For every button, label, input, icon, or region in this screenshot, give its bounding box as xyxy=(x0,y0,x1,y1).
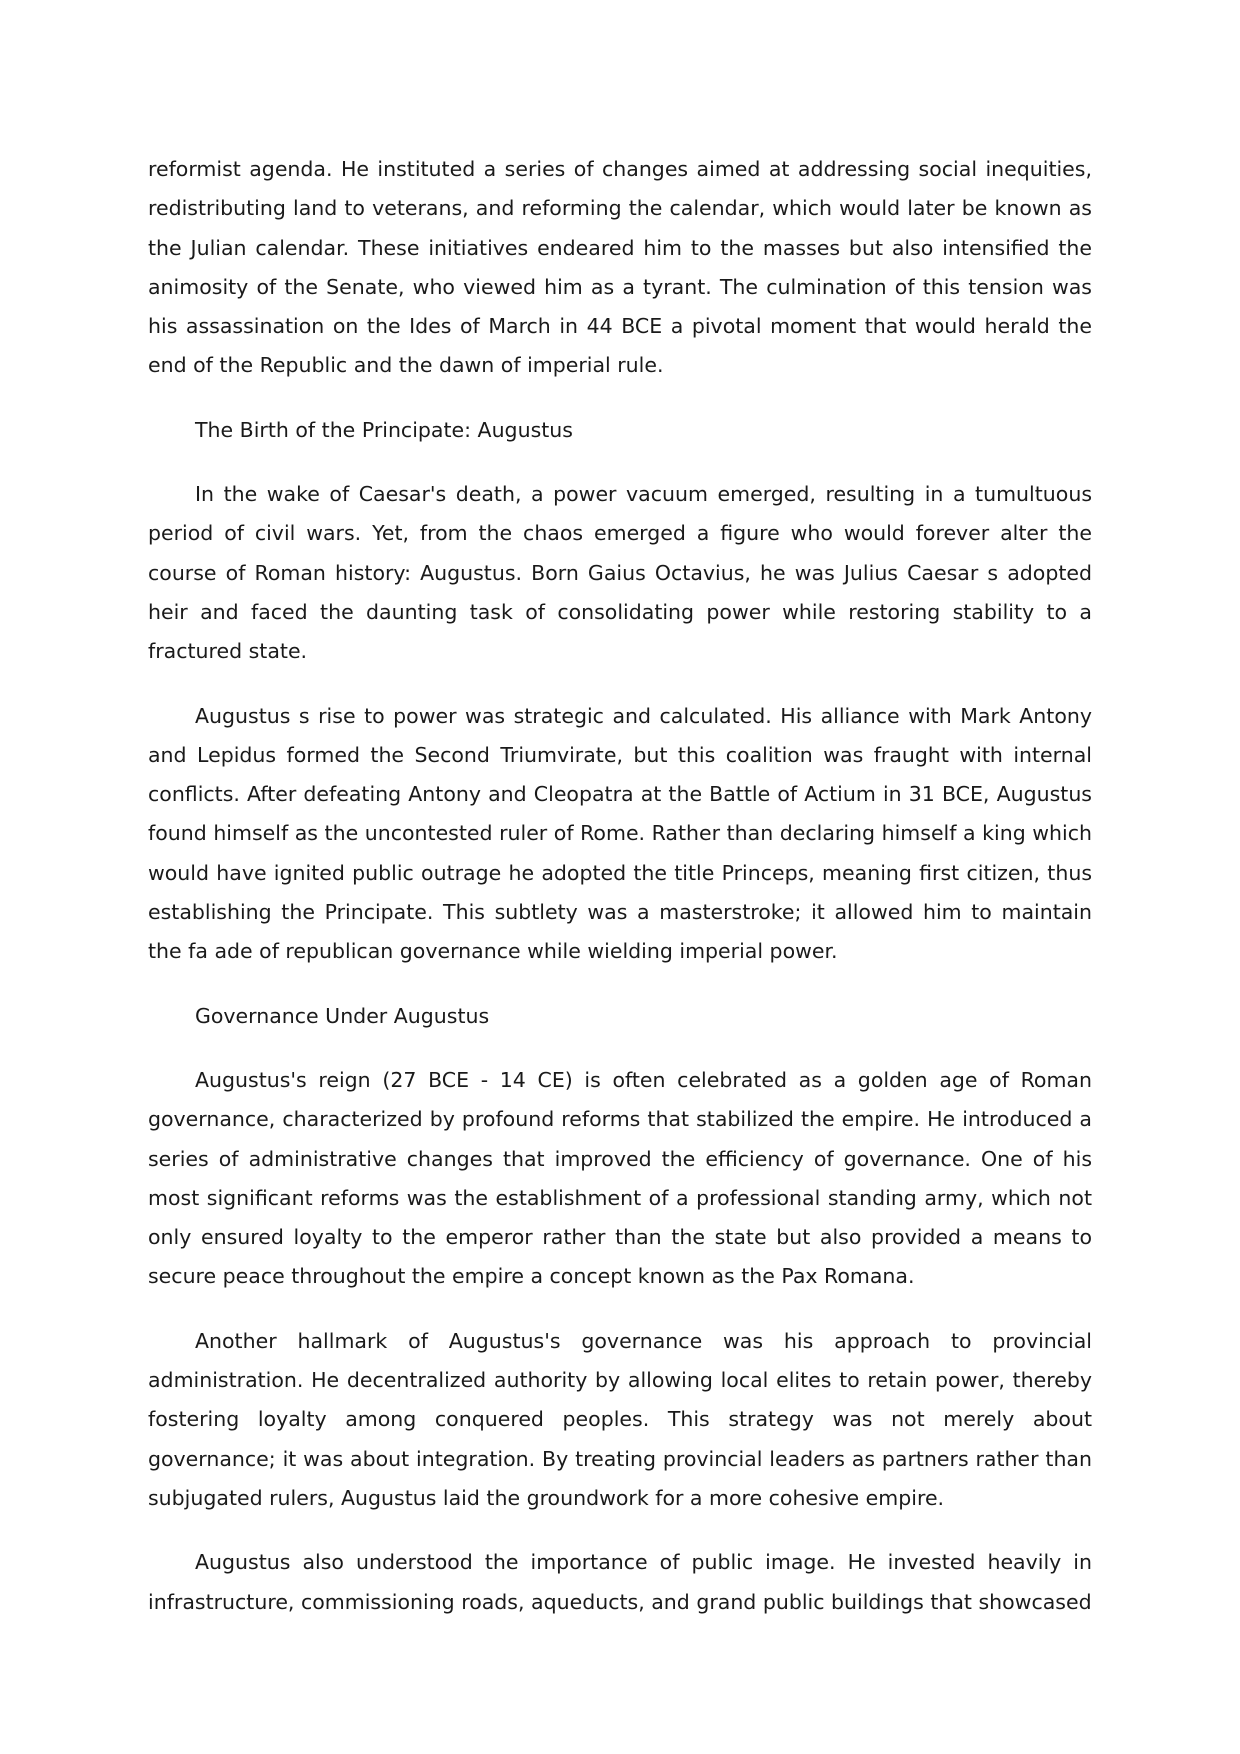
paragraph-augustus-rise: Augustus s rise to power was strategic and calculated. His alliance with Mark Antony and Lepidus formed the Second Triumvirate, but this coalition was fraught with internal conflicts. After defeating Antony and Cleopatra at the Battle of Actium in 31 BCE, Augustus found himself as the uncontested ruler of Rome. Rather than declaring himself a king which would have ignited public outrage he adopted the title Princeps, meaning first citizen, thus establishing the Principate. This subtlety was a masterstroke; it allowed him to maintain the fa ade of republican governance while wielding imperial power. xyxy=(148,703,1092,964)
section-heading-governance: Governance Under Augustus xyxy=(195,1003,490,1028)
paragraph-reformist-agenda: reformist agenda. He instituted a series of changes aimed at addressing social inequities, redistributing land to veterans, and reforming the calendar, which would later be known as the Julian calendar. These initiatives endeared him to the masses but also intensified the animosity of the Senate, who viewed him as a tyrant. The culmination of this tension was his assassination on the Ides of March in 44 BCE a pivotal moment that would herald the end of the Republic and the dawn of imperial rule. xyxy=(148,157,1092,378)
paragraph-public-image: Augustus also understood the importance of public image. He invested heavily in infrastructure, commissioning roads, aqueducts, and grand public buildings that showcased xyxy=(148,1550,1092,1614)
paragraph-augustus-reign: Augustus's reign (27 BCE - 14 CE) is often celebrated as a golden age of Roman governance, characterized by profound reforms that stabilized the empire. He introduced a series of administrative changes that improved the efficiency of governance. One of his most significant reforms was the establishment of a professional standing army, which not only ensured loyalty to the emperor rather than the state but also provided a means to secure peace throughout the empire a concept known as the Pax Romana. xyxy=(148,1067,1092,1289)
page-body xyxy=(148,150,1092,1647)
paragraph-provincial-administration: Another hallmark of Augustus's governance was his approach to provincial administration. He decentralized authority by allowing local elites to retain power, thereby fostering loyalty among conquered peoples. This strategy was not merely about governance; it was about integration. By treating provincial leaders as partners rather than subjugated rulers, Augustus laid the groundwork for a more cohesive empire. xyxy=(148,1328,1092,1510)
section-heading-birth-of-principate: The Birth of the Principate: Augustus xyxy=(195,417,573,442)
paragraph-caesar-death: In the wake of Caesar's death, a power vacuum emerged, resulting in a tumultuous period of civil wars. Yet, from the chaos emerged a figure who would forever alter the course of Roman history: Augustus. Born Gaius Octavius, he was Julius Caesar s adopted heir and faced the daunting task of consolidating power while restoring stability to a fractured state. xyxy=(148,482,1092,664)
